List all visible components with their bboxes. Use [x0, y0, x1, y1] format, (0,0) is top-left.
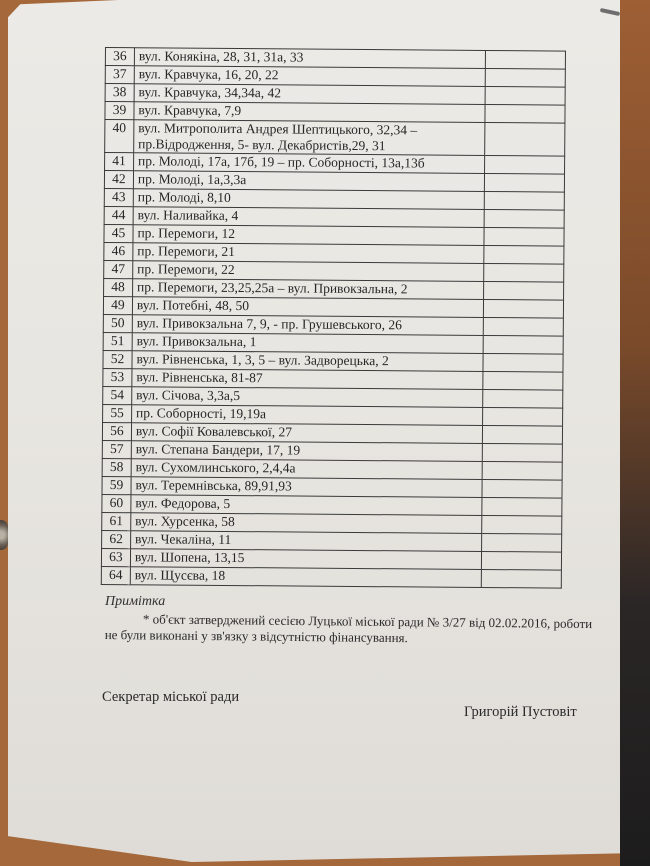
row-number: 38 — [105, 84, 134, 102]
row-address: вул. Федорова, 5 — [131, 495, 482, 516]
row-blank-cell — [483, 281, 563, 300]
row-blank-cell — [485, 50, 565, 69]
row-number: 48 — [104, 278, 133, 296]
row-address: вул. Шопена, 13,15 — [130, 549, 481, 570]
row-number: 62 — [102, 530, 131, 548]
row-blank-cell — [484, 209, 564, 228]
row-number: 52 — [103, 350, 132, 368]
row-blank-cell — [485, 68, 565, 87]
row-number: 49 — [103, 296, 132, 314]
row-address: вул. Кравчука, 34,34а, 42 — [134, 84, 485, 105]
row-number: 61 — [102, 512, 131, 530]
row-blank-cell — [481, 569, 561, 588]
row-address: пр. Соборності, 19,19а — [131, 405, 482, 426]
row-number: 56 — [102, 422, 131, 440]
row-blank-cell — [481, 533, 561, 552]
note-line-2: не були виконані у зв'язку з відсутністю фінансування. — [104, 626, 408, 646]
row-number: 51 — [103, 332, 132, 350]
row-address: пр. Молоді, 8,10 — [133, 189, 484, 210]
row-address: вул. Рівненська, 81-87 — [132, 369, 483, 390]
row-blank-cell — [481, 551, 561, 570]
row-blank-cell — [483, 299, 563, 318]
row-address: вул. Сухомлинського, 2,4,4а — [131, 459, 482, 480]
signature-position: Секретар міської ради — [102, 689, 240, 705]
row-address: вул. Хурсенка, 58 — [131, 513, 482, 534]
row-blank-cell — [482, 425, 562, 444]
row-number: 41 — [105, 153, 134, 171]
row-number: 39 — [105, 102, 134, 120]
row-number: 50 — [103, 314, 132, 332]
row-blank-cell — [483, 245, 563, 264]
row-address: пр. Перемоги, 12 — [133, 225, 484, 246]
row-number: 44 — [104, 206, 133, 224]
row-blank-cell — [484, 155, 564, 174]
row-address: вул. Чекаліна, 11 — [130, 531, 481, 552]
row-address: пр. Молоді, 1а,3,3а — [133, 171, 484, 192]
row-number: 53 — [103, 368, 132, 386]
row-blank-cell — [481, 497, 561, 516]
pen-mark — [600, 8, 620, 16]
row-blank-cell — [482, 461, 562, 480]
row-blank-cell — [482, 389, 562, 408]
row-blank-cell — [484, 227, 564, 246]
row-address: пр. Молоді, 17а, 17б, 19 – пр. Соборності, 13а,13б — [133, 153, 484, 174]
row-address: пр. Перемоги, 21 — [133, 243, 484, 264]
row-blank-cell — [483, 353, 563, 372]
note-body — [105, 611, 605, 648]
signature-name: Григорій Пустовіт — [464, 704, 577, 720]
row-number: 64 — [101, 566, 130, 584]
row-number: 45 — [104, 224, 133, 242]
row-number: 59 — [102, 476, 131, 494]
row-address: вул. Потебні, 48, 50 — [132, 297, 483, 318]
row-blank-cell — [485, 104, 565, 123]
row-address: вул. Митрополита Андрея Шептицького, 32,34 – пр.Відродження, 5- вул. Декабристів,29, 31 — [134, 120, 485, 156]
row-address: вул. Степана Бандери, 17, 19 — [131, 441, 482, 462]
table-row — [105, 120, 565, 157]
row-address: вул. Софії Ковалевської, 27 — [131, 423, 482, 444]
row-address: вул. Кравчука, 16, 20, 22 — [134, 66, 485, 87]
row-address: вул. Рівненська, 1, 3, 5 – вул. Задворецька, 2 — [132, 351, 483, 372]
row-number: 58 — [102, 458, 131, 476]
row-number: 60 — [102, 494, 131, 512]
address-table — [101, 47, 566, 589]
row-address: вул. Привокзальна 7, 9, - пр. Грушевського, 26 — [132, 315, 483, 336]
row-blank-cell — [483, 335, 563, 354]
note-line-1: * об'єкт затверджений сесією Луцької міської ради № 3/27 від 02.02.2016, роботи — [142, 611, 593, 632]
address-table-body — [101, 48, 565, 589]
row-number: 37 — [105, 66, 134, 84]
row-number: 47 — [104, 260, 133, 278]
row-address: вул. Конякіна, 28, 31, 31а, 33 — [134, 48, 485, 69]
row-blank-cell — [484, 122, 565, 156]
row-number: 36 — [105, 48, 134, 66]
row-number: 42 — [104, 171, 133, 189]
row-address: пр. Перемоги, 23,25,25а – вул. Привокзальна, 2 — [132, 279, 483, 300]
row-number: 63 — [101, 548, 130, 566]
background-dark-edge — [620, 0, 650, 866]
row-number: 40 — [105, 120, 134, 153]
row-blank-cell — [484, 191, 564, 210]
row-address: вул. Кравчука, 7,9 — [134, 102, 485, 123]
row-blank-cell — [482, 479, 562, 498]
row-blank-cell — [482, 407, 562, 426]
row-address: вул. Теремнівська, 89,91,93 — [131, 477, 482, 498]
row-address: вул. Привокзальна, 1 — [132, 333, 483, 354]
row-blank-cell — [482, 443, 562, 462]
row-number: 46 — [104, 242, 133, 260]
table-row — [101, 566, 561, 588]
row-address: вул. Наливайка, 4 — [133, 207, 484, 228]
row-blank-cell — [482, 371, 562, 390]
row-address: пр. Перемоги, 22 — [133, 261, 484, 282]
row-blank-cell — [483, 317, 563, 336]
row-number: 55 — [103, 404, 132, 422]
row-blank-cell — [481, 515, 561, 534]
row-number: 43 — [104, 188, 133, 206]
row-blank-cell — [485, 86, 565, 105]
row-blank-cell — [483, 263, 563, 282]
row-number: 54 — [103, 386, 132, 404]
row-address: вул. Щусєва, 18 — [130, 567, 481, 588]
row-number: 57 — [102, 440, 131, 458]
note-title: Примітка — [105, 594, 166, 609]
row-address: вул. Січова, 3,3а,5 — [132, 387, 483, 408]
ring-object — [0, 520, 8, 550]
row-blank-cell — [484, 173, 564, 192]
